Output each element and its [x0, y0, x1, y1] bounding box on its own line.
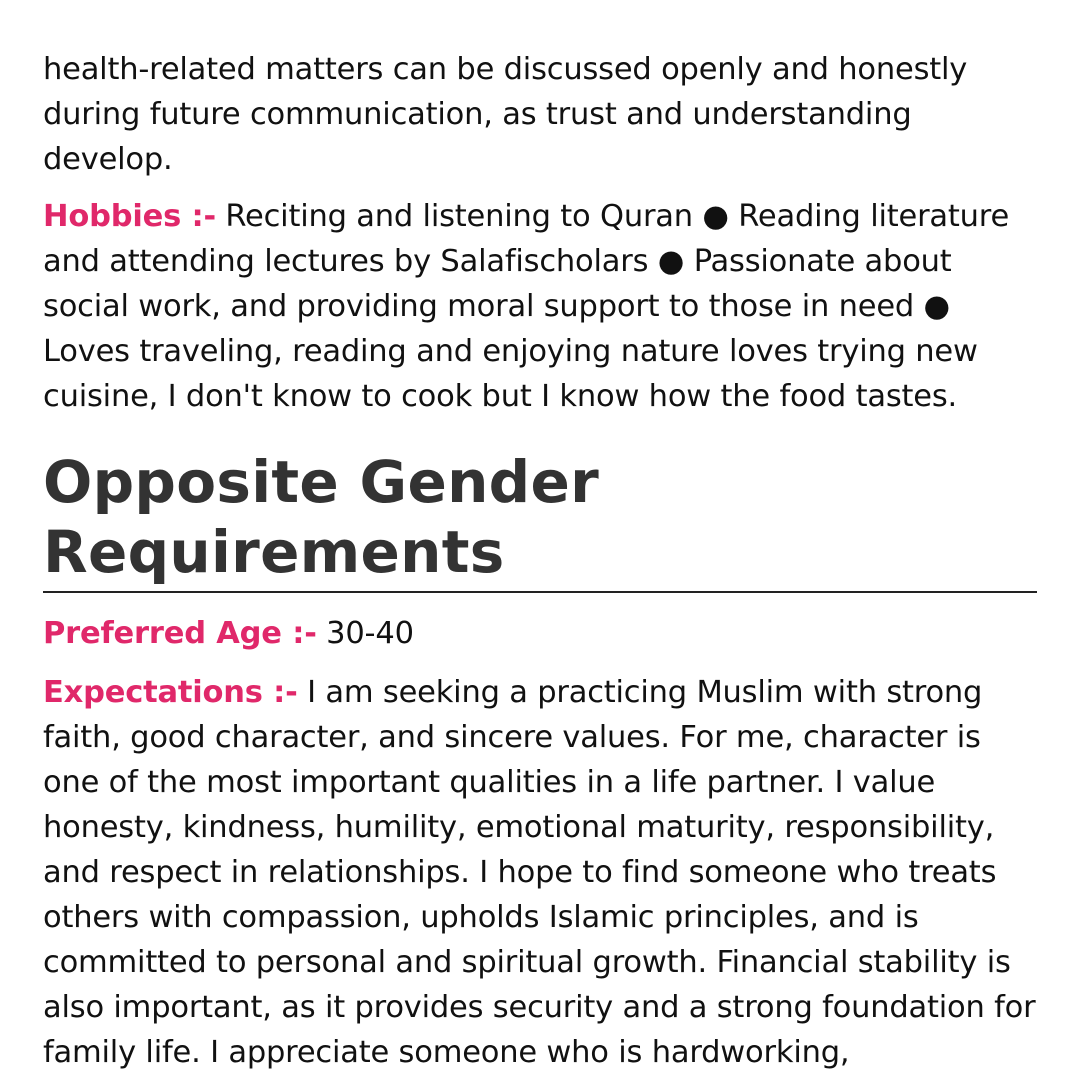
- profile-page: [43, 47, 1037, 1075]
- expectations-label: Expectations :-: [43, 675, 298, 710]
- preferred-age-label: Preferred Age :-: [43, 616, 317, 651]
- hobbies-paragraph: [43, 194, 1037, 419]
- preferred-age-row: [43, 611, 1037, 656]
- preferred-age-value: 30-40: [316, 616, 414, 651]
- expectations-text: I am seeking a practicing Muslim with strong faith, good character, and sincere values. For me, character is one of the most important qualities in a life partner. I value honesty, kindness, humility, emotional maturity, responsibility, and respect in relationships. I hope to find someone who treats others with compassion, upholds Islamic principles, and is committed to personal and spiritual growth. Financial stability is also important, as it provides security and a strong foundation for family life. I appreciate someone who is hardworking,: [43, 675, 1036, 1070]
- intro-paragraph: [43, 47, 1037, 182]
- intro-text: health-related matters can be discussed openly and honestly during future communication, as trust and understanding develop.: [43, 52, 968, 177]
- hobbies-text: Reciting and listening to Quran ● Reading literature and attending lectures by Salafischolars ● Passionate about social work, and providing moral support to those in need ● Loves traveling, reading and enjoying nature loves trying new cuisine, I don't know to cook but I know how the food tastes.: [43, 199, 1010, 414]
- hobbies-label: Hobbies :-: [43, 199, 216, 234]
- section-heading: Opposite Gender Requirements: [43, 447, 1037, 593]
- expectations-paragraph: [43, 670, 1037, 1075]
